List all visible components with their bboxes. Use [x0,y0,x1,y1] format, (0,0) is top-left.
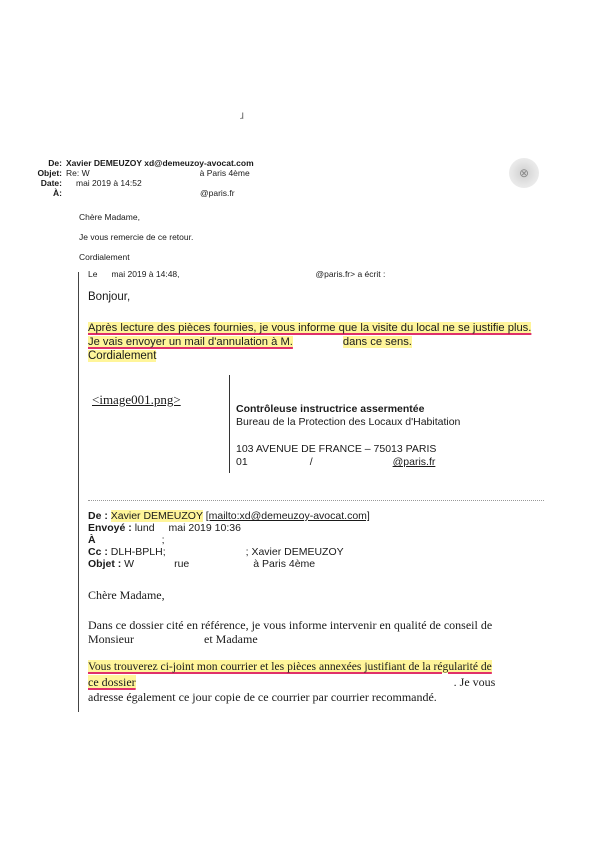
orig-p1-line2b: et Madame [204,632,258,646]
signature-slash: / [309,456,313,468]
orig-to-value: ; [161,534,165,546]
signature-address: 103 AVENUE DE FRANCE – 75013 PARIS [236,443,437,455]
signature-contact [236,456,435,469]
quoted-closing-text: Cordialement [88,350,157,362]
orig-greeting: Chère Madame, [88,588,165,602]
orig-sent-prefix: lund [134,522,155,534]
reply-to-row [24,188,235,198]
quoted-intro-date: mai 2019 à 14:48, [111,269,180,279]
scan-mark: ɹ [240,108,244,122]
reply-subject-prefix: Re: W [66,168,90,178]
orig-p2-line2b: . Je vous [453,675,496,689]
orig-cc-row [88,546,344,559]
reply-date-label: Date: [40,178,62,188]
orig-p2-line2a: ce dossier [88,675,136,689]
reply-subject-label: Objet: [37,168,62,178]
orig-object-suffix: à Paris 4ème [253,558,316,570]
reply-date-row [24,178,142,188]
orig-from-row [88,510,370,523]
quoted-greeting: Bonjour, [88,291,131,303]
orig-to-row [88,534,165,547]
orig-p1-line1: Dans ce dossier cité en référence, je vous informe intervenir en qualité de conseil de [88,618,493,632]
reply-line: Je vous remercie de ce retour. [79,232,194,242]
quoted-intro [88,269,385,279]
orig-p1-line2a: Monsieur [88,632,134,646]
orig-sent-label: Envoyé : [88,522,132,534]
orig-cc-label: Cc : [88,546,108,558]
orig-sent-value: mai 2019 10:36 [168,522,241,534]
orig-cc-value-2: ; Xavier DEMEUZOY [245,546,344,558]
circular-stamp-icon: ⊗ [509,158,539,188]
reply-closing: Cordialement [79,252,130,262]
orig-object-mid: rue [174,558,190,570]
reply-to-value: @paris.fr [200,188,235,198]
orig-p2-line1-text: Vous trouverez ci-joint mon courrier et les pièces annexées justifiant de la régularité de [88,660,492,673]
reply-subject-suffix: à Paris 4ème [199,168,250,178]
quoted-closing [88,349,156,363]
separator-line [88,500,544,501]
quoted-line-2a: Je vais envoyer un mail d'annulation à M. [88,336,293,348]
quoted-line-1-text: Après lecture des pièces fournies, je vous informe que la visite du local ne se justifie plus. [88,322,532,334]
orig-from-label: De : [88,510,108,522]
signature-image-placeholder: <image001.png> [92,392,181,407]
signature-bureau: Bureau de la Protection des Locaux d'Habitation [236,416,461,428]
reply-from-row [24,158,254,168]
signature-title: Contrôleuse instructrice assermentée [236,403,425,415]
reply-subject-row [24,168,250,178]
signature-divider [229,375,230,473]
reply-greeting: Chère Madame, [79,212,140,222]
reply-from-value: Xavier DEMEUZOY xd@demeuzoy-avocat.com [66,158,254,168]
quoted-intro-sender: @paris.fr> a écrit : [315,269,386,279]
orig-sent-row [88,522,241,535]
orig-object-row [88,558,315,571]
quoted-line-2 [88,335,412,349]
orig-p1-line2 [88,632,258,646]
reply-from-label: De: [48,158,62,168]
quoted-line-1 [88,321,531,335]
quote-bar [78,272,79,712]
signature-phone: 01 [236,456,248,468]
orig-cc-value-1: DLH-BPLH; [110,546,166,558]
reply-to-label: À: [53,188,62,198]
orig-object-label: Objet : [88,558,122,570]
reply-date-value: mai 2019 à 14:52 [76,178,142,188]
orig-from-link[interactable]: [mailto:xd@demeuzoy-avocat.com] [205,510,370,522]
orig-to-label: À [88,534,96,546]
orig-p2-line1 [88,660,492,674]
orig-object-prefix: W [124,558,135,570]
orig-p2-line2 [88,675,495,689]
orig-p2-line3: adresse également ce jour copie de ce courrier par courrier recommandé. [88,690,437,704]
quoted-line-2b: dans ce sens. [342,336,412,348]
quoted-intro-le: Le [88,269,98,279]
signature-email[interactable]: @paris.fr [392,456,436,468]
orig-from-name: Xavier DEMEUZOY [110,510,203,522]
